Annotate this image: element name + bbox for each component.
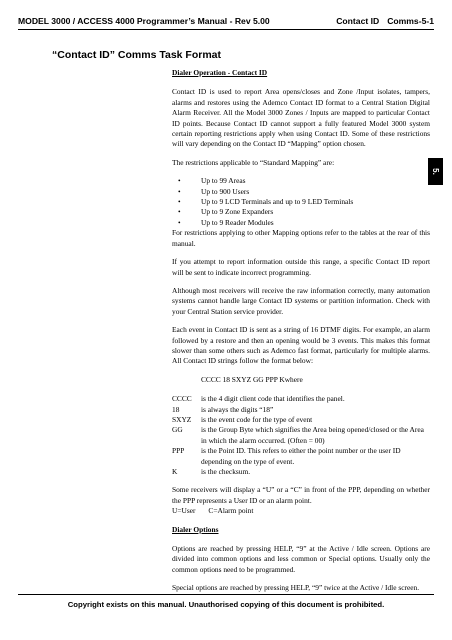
paragraph-restrictions-intro: The restrictions applicable to “Standard Mapping” are: [172,157,335,167]
definition-row [172,425,430,446]
chapter-tab [428,158,443,185]
definition-value: is the event code for the type of event [201,414,313,424]
list-item: • Up to 9 Reader Modules [172,218,430,228]
paragraph-options: Options are reached by pressing HELP, “9” at the Active / Idle screen. Options are divided into common options and less common or Special options. Usually only the common options need to be programmed. [172,544,430,574]
page-number: Comms-5-1 [387,16,434,26]
paragraph-intro: Contact ID is used to report Area opens/closes and Zone /Input isolates, tampers, alarms and restores using the Ademco Contact ID format to a Central Station Digital Alarm Receiver. All the Model 3000 Zones / Inputs are mapped to particular Contact ID points. Because Contact ID cannot support a fully featured Model 3000 system certain reporting restrictions apply when using Contact ID. Some of these restrictions will vary depending on the Contact ID “Mapping” option chosen. [172,87,430,149]
paragraph-user-prefix: Some receivers will display a “U” or a “C” in front of the PPP, depending on whether the PPP represents a User ID or an alarm point. [172,485,430,505]
chapter-tab-label: 5. [430,168,440,175]
definition-key: SXYZ [172,414,192,424]
definition-row [172,467,430,477]
definition-key: 18 [172,404,180,414]
paragraph-user-legend: U=User C=Alarm point [172,506,254,516]
definition-value: is always the digits “18” [201,404,274,414]
heading-dialer-operation: Dialer Operation - Contact ID [172,68,268,77]
paragraph-dtmf: Each event in Contact ID is sent as a string of 16 DTMF digits. For example, an alarm followed by a restore and then an opening would be 3 events. This makes this format slower than some others such as Ademco fast format, particularly for multiple alarms. All Contact ID strings follow the format below: [172,325,430,366]
paragraph-receivers: Although most receivers will receive the raw information correctly, many automation systems cannot handle large Contact ID systems or partition information. Check with your Central Station service provider. [172,285,430,316]
definition-key: GG [172,425,183,435]
definition-value: is the 4 digit client code that identifies the panel. [201,394,345,404]
page-title: “Contact ID” Comms Task Format [52,49,221,61]
definition-row [172,394,430,404]
page-header [18,8,434,30]
format-string: CCCC 18 SXYZ GG PPP Kwhere [201,374,303,384]
paragraph-other-mapping: For restrictions applying to other Mapping options refer to the tables at the rear of this manual. [172,228,430,248]
definition-row [172,446,430,467]
list-item: • Up to 99 Areas [172,176,430,186]
definition-value: is the checksum. [201,467,251,476]
definition-key: CCCC [172,394,192,404]
footer-divider [18,594,434,595]
list-item: • Up to 9 Zone Expanders [172,207,430,217]
definition-value: is the Point ID. This refers to either the point number or the user ID depending on the type of event. [201,446,401,466]
list-item: • Up to 900 Users [172,187,430,197]
paragraph-out-of-range: If you attempt to report information outside this range, a specific Contact ID report will be sent to indicate incorrect programming. [172,257,430,277]
definition-row [172,415,430,425]
heading-dialer-options: Dialer Options [172,524,219,534]
manual-title: MODEL 3000 / ACCESS 4000 Programmer’s Manual - Rev 5.00 [18,16,270,26]
header-right [336,16,434,26]
definition-row [172,405,430,415]
definition-key: K [172,467,178,476]
restrictions-list [172,176,430,228]
body-text [172,68,430,602]
definition-key: PPP [172,446,185,456]
paragraph-special-options: Special options are reached by pressing HELP, “9” twice at the Active / Idle screen. [172,583,420,593]
definitions-list [172,394,430,477]
section-label: Contact ID [336,16,380,26]
definition-value: is the Group Byte which signifies the Area being opened/closed or the Area in which the alarm occurred. (Often = 00) [201,425,424,445]
list-item: • Up to 9 LCD Terminals and up to 9 LED Terminals [172,197,430,207]
copyright-footer: Copyright exists on this manual. Unauthorised copying of this document is prohibited. [67,600,385,609]
